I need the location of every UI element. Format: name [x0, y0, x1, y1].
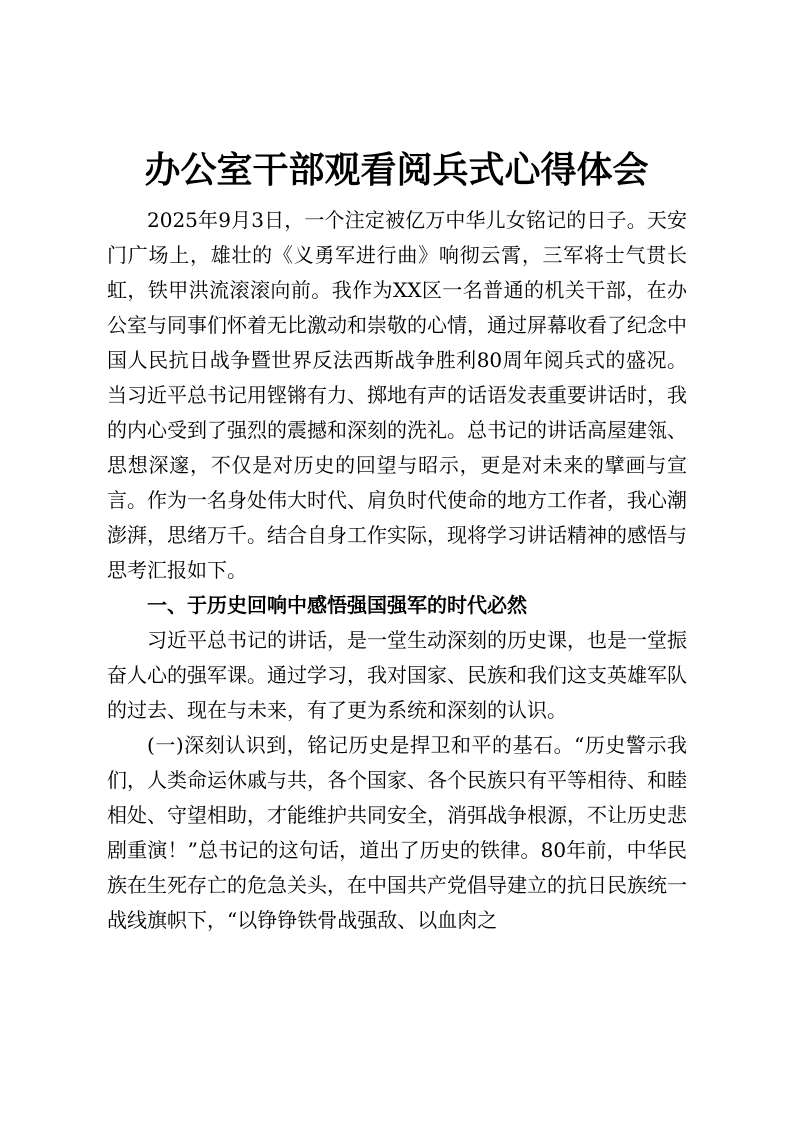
document-body — [107, 203, 687, 938]
section-1-intro-paragraph: 习近平总书记的讲话，是一堂生动深刻的历史课，也是一堂振奋人心的强军课。通过学习，我对国家、民族和我们这支英雄军队的过去、现在与未来，有了更为系统和深刻的认识。 — [107, 628, 687, 722]
section-heading-1: 一、于历史回响中感悟强国强军的时代必然 — [147, 593, 527, 617]
subsection-1-paragraph: (一)深刻认识到，铭记历史是捍卫和平的基石。“历史警示我们，人类命运休戚与共，各个国家、各个民族只有平等相待、和睦相处、守望相助，才能维护共同安全，消弭战争根源，不让历史悲剧重演！”总书记的这句话，道出了历史的铁律。80年前，中华民族在生死存亡的危急关头，在中国共产党倡导建立的抗日民族统一战线旗帜下，“以铮铮铁骨战强敌、以血肉之 — [107, 733, 687, 932]
intro-paragraph: 2025年9月3日，一个注定被亿万中华儿女铭记的日子。天安门广场上，雄壮的《义勇军进行曲》响彻云霄，三军将士气贯长虹，铁甲洪流滚滚向前。我作为XX区一名普通的机关干部，在办公室与同事们怀着无比激动和崇敬的心情，通过屏幕收看了纪念中国人民抗日战争暨世界反法西斯战争胜利80周年阅兵式的盛况。当习近平总书记用铿锵有力、掷地有声的话语发表重要讲话时，我的内心受到了强烈的震撼和深刻的洗礼。总书记的讲话高屋建瓴、思想深邃，不仅是对历史的回望与昭示，更是对未来的擘画与宣言。作为一名身处伟大时代、肩负时代使命的地方工作者，我心潮澎湃，思绪万千。结合自身工作实际，现将学习讲话精神的感悟与思考汇报如下。 — [107, 208, 687, 582]
document-title: 办公室干部观看阅兵式心得体会 — [144, 150, 649, 191]
